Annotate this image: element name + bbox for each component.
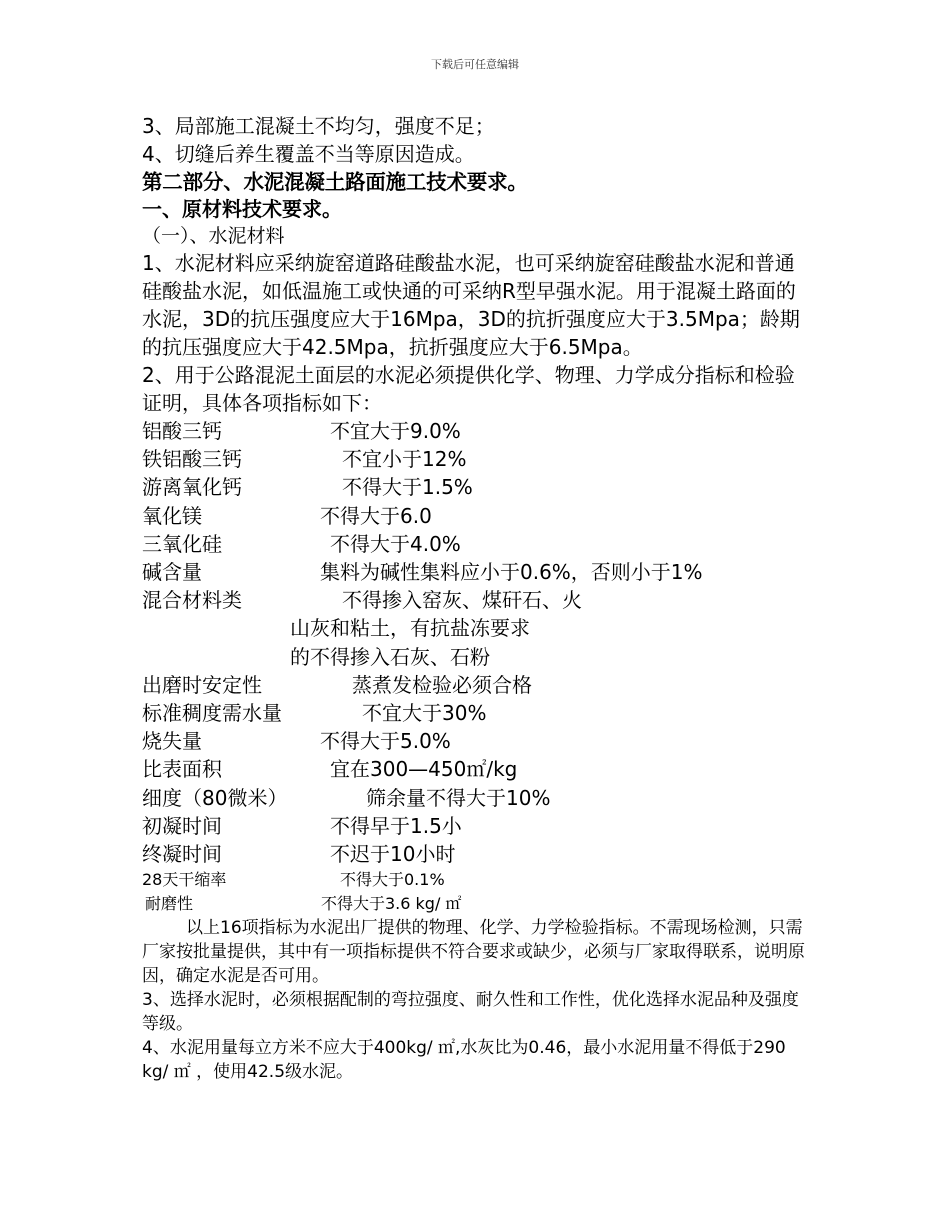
- spec-row: [142, 558, 822, 586]
- spec-name: 比表面积: [142, 757, 222, 782]
- paragraph-3: 以上16项指标为水泥出厂提供的物理、化学、力学检验指标。不需现场检测，只需厂家按批量提供，其中有一项指标提供不符合要求或缺少，必须与厂家取得联系，说明原因，确定水泥是否可用。: [142, 918, 805, 987]
- spec-row: [142, 445, 822, 473]
- spec-continuation: 山灰和粘土，有抗盐冻要求: [290, 616, 530, 641]
- spec-value: 不宜大于9.0%: [330, 419, 461, 443]
- spec-name: 混合材料类: [142, 588, 242, 613]
- spec-name: 初凝时间: [142, 813, 222, 838]
- spec-row: [142, 473, 822, 501]
- paragraph-2: 2、用于公路混泥土面层的水泥必须提供化学、物理、力学成分指标和检验证明，具体各项指标如下：: [142, 363, 795, 415]
- spec-name: 28天干缩率: [142, 870, 227, 890]
- section-heading: 一、原材料技术要求。: [142, 197, 342, 221]
- paragraph-5: 4、水泥用量每立方米不应大于400kg/ ㎡,水灰比为0.46，最小水泥用量不得低于290 kg/ ㎡ ，使用42.5级水泥。: [142, 1038, 786, 1083]
- spec-value: 蒸煮发检验必须合格: [352, 672, 532, 697]
- spec-value: 不得大于0.1%: [340, 870, 445, 890]
- spec-name: 耐磨性: [145, 894, 194, 914]
- spec-value: 筛余量不得大于10%: [366, 785, 551, 810]
- spec-row: [142, 671, 822, 699]
- spec-value: 不得大于6.0: [320, 503, 432, 528]
- spec-name: 铝酸三钙: [142, 419, 222, 443]
- spec-value: 不宜大于30%: [362, 701, 487, 726]
- spec-row: [142, 699, 822, 727]
- spec-name: 标准稠度需水量: [142, 701, 282, 726]
- spec-value: 不得大于3.6 kg/ ㎡: [321, 894, 462, 914]
- spec-name: 氧化镁: [142, 503, 202, 528]
- spec-row: [142, 727, 822, 755]
- document-body: [142, 112, 822, 1084]
- spec-row: [142, 812, 822, 840]
- spec-row: [142, 784, 822, 812]
- spec-value: 不得早于1.5小: [330, 813, 462, 838]
- part-heading: 第二部分、水泥混凝土路面施工技术要求。: [142, 170, 528, 194]
- paragraph-4: 3、选择水泥时，必须根据配制的弯拉强度、耐久性和工作性，优化选择水泥品种及强度等级。: [142, 990, 799, 1035]
- spec-name: 碱含量: [142, 560, 202, 585]
- spec-name: 细度（80微米）: [142, 785, 288, 810]
- spec-row: [142, 586, 822, 614]
- spec-name: 铁铝酸三钙: [142, 447, 242, 472]
- spec-value: 不迟于10小时: [330, 842, 456, 867]
- spec-value: 集料为碱性集料应小于0.6%，否则小于1%: [320, 560, 703, 585]
- spec-row: [142, 530, 822, 558]
- sub-heading: （一）、水泥材料: [142, 225, 285, 247]
- spec-value: 宜在300—450㎡/kg: [330, 757, 518, 782]
- spec-name: 游离氧化钙: [142, 475, 242, 500]
- spec-name: 三氧化硅: [142, 531, 222, 556]
- spec-row: [142, 417, 822, 445]
- spec-row: [142, 892, 822, 916]
- spec-name: 烧失量: [142, 729, 202, 754]
- spec-row: [142, 840, 822, 868]
- spec-value: 不得大于1.5%: [342, 475, 473, 500]
- spec-value: 不得大于5.0%: [320, 729, 451, 754]
- spec-row: [142, 502, 822, 530]
- spec-continuation: 的不得掺入石灰、石粉: [290, 644, 490, 669]
- spec-value: 不宜小于12%: [342, 447, 467, 472]
- spec-value: 不得掺入窑灰、煤矸石、火: [342, 588, 582, 613]
- line-item-3: 3、局部施工混凝土不均匀，强度不足；: [142, 114, 495, 138]
- spec-row: [142, 755, 822, 783]
- spec-value: 不得大于4.0%: [330, 531, 461, 556]
- header-note: 下载后可任意编辑: [431, 58, 519, 71]
- spec-name: 出磨时安定性: [142, 672, 262, 697]
- line-item-4: 4、切缝后养生覆盖不当等原因造成。: [142, 142, 475, 166]
- paragraph-1: 1、水泥材料应采纳旋窑道路硅酸盐水泥，也可采纳旋窑硅酸盐水泥和普通硅酸盐水泥，如低温施工或快通的可采纳R型早强水泥。用于混凝土路面的水泥，3D的抗压强度应大于16Mpa，3D的抗折强度应大于3.5Mpa；龄期的抗压强度应大于42.5Mpa，抗折强度应大于6.5Mpa。: [142, 251, 800, 359]
- spec-row: [142, 868, 822, 892]
- spec-name: 终凝时间: [142, 842, 222, 867]
